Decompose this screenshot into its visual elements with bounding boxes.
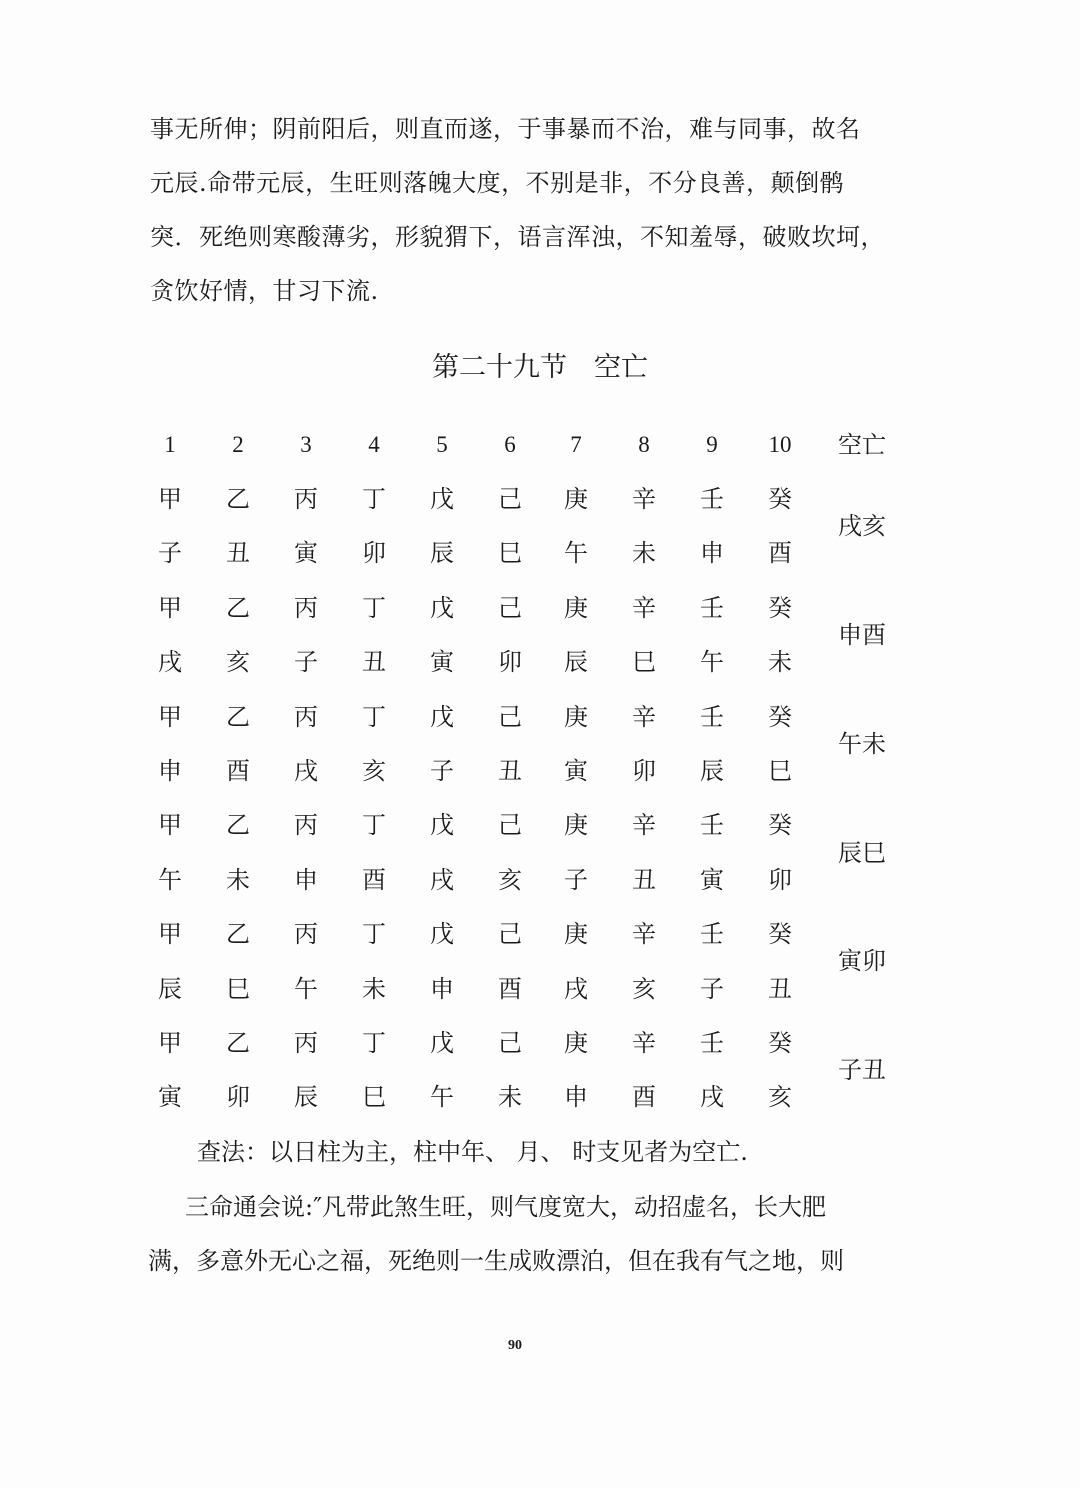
stem-cell: 庚 (564, 1029, 588, 1057)
stem-cell: 丙 (294, 1029, 318, 1057)
branch-cell: 申 (700, 539, 724, 567)
branch-cell: 午 (158, 866, 182, 894)
branch-cell: 巳 (226, 975, 250, 1003)
branch-cell: 子 (430, 757, 454, 785)
stem-cell: 甲 (158, 485, 182, 513)
kongwang-value: 戌亥 (838, 512, 886, 540)
branch-cell: 子 (158, 539, 182, 567)
stem-cell: 丙 (294, 594, 318, 622)
stem-cell: 丙 (294, 811, 318, 839)
stem-cell: 庚 (564, 811, 588, 839)
branch-cell: 未 (226, 866, 250, 894)
branch-cell: 辰 (564, 648, 588, 676)
branch-cell: 酉 (498, 975, 522, 1003)
stem-cell: 丙 (294, 485, 318, 513)
stem-cell: 己 (498, 811, 522, 839)
branch-cell: 亥 (226, 648, 250, 676)
stem-cell: 辛 (632, 1029, 656, 1057)
stem-cell: 甲 (158, 920, 182, 948)
branch-cell: 寅 (158, 1083, 182, 1111)
branch-cell: 未 (498, 1083, 522, 1111)
stem-cell: 癸 (768, 485, 792, 513)
paragraph-line: 元辰.命带元辰，生旺则落魄大度，不别是非，不分良善，颠倒鹘 (150, 169, 845, 197)
branch-cell: 亥 (768, 1083, 792, 1111)
branch-cell: 申 (564, 1083, 588, 1111)
stem-cell: 丙 (294, 920, 318, 948)
stem-cell: 甲 (158, 594, 182, 622)
branch-cell: 辰 (294, 1083, 318, 1111)
stem-cell: 丁 (362, 920, 386, 948)
branch-cell: 子 (564, 866, 588, 894)
stem-cell: 辛 (632, 703, 656, 731)
table-header-cell: 3 (300, 432, 312, 457)
branch-cell: 辰 (430, 539, 454, 567)
stem-cell: 丁 (362, 485, 386, 513)
stem-cell: 庚 (564, 703, 588, 731)
paragraph-line: 贪饮好情，甘习下流. (150, 277, 379, 305)
stem-cell: 己 (498, 485, 522, 513)
stem-cell: 丁 (362, 594, 386, 622)
stem-cell: 乙 (226, 703, 250, 731)
branch-cell: 卯 (768, 866, 792, 894)
branch-cell: 巳 (498, 539, 522, 567)
branch-cell: 申 (430, 975, 454, 1003)
branch-cell: 未 (768, 648, 792, 676)
branch-cell: 亥 (632, 975, 656, 1003)
stem-cell: 癸 (768, 920, 792, 948)
stem-cell: 辛 (632, 811, 656, 839)
kongwang-value: 午未 (838, 730, 886, 758)
stem-cell: 丁 (362, 703, 386, 731)
stem-cell: 癸 (768, 811, 792, 839)
branch-cell: 丑 (226, 539, 250, 567)
stem-cell: 甲 (158, 703, 182, 731)
table-header-cell: 4 (368, 432, 380, 457)
branch-cell: 卯 (362, 539, 386, 567)
section-title: 第二十九节 空亡 (432, 352, 648, 383)
branch-cell: 辰 (700, 757, 724, 785)
branch-cell: 寅 (564, 757, 588, 785)
branch-cell: 午 (294, 975, 318, 1003)
quote-line: 三命通会说:″凡带此煞生旺，则气度宽大，动招虚名，长大肥 (185, 1193, 827, 1221)
branch-cell: 丑 (632, 866, 656, 894)
branch-cell: 酉 (632, 1083, 656, 1111)
branch-cell: 寅 (700, 866, 724, 894)
quote-line: 满，多意外无心之福，死绝则一生成败漂泊，但在我有气之地，则 (148, 1247, 844, 1275)
stem-cell: 壬 (700, 594, 724, 622)
stem-cell: 戊 (430, 811, 454, 839)
stem-cell: 庚 (564, 920, 588, 948)
branch-cell: 午 (430, 1083, 454, 1111)
stem-cell: 庚 (564, 485, 588, 513)
branch-cell: 戌 (158, 648, 182, 676)
branch-cell: 丑 (498, 757, 522, 785)
table-header-cell: 8 (638, 432, 650, 457)
branch-cell: 未 (362, 975, 386, 1003)
branch-cell: 寅 (430, 648, 454, 676)
branch-cell: 酉 (226, 757, 250, 785)
branch-cell: 酉 (362, 866, 386, 894)
table-header-cell: 5 (436, 432, 448, 457)
stem-cell: 壬 (700, 920, 724, 948)
stem-cell: 乙 (226, 1029, 250, 1057)
kongwang-value: 辰巳 (838, 839, 886, 867)
stem-cell: 己 (498, 920, 522, 948)
stem-cell: 己 (498, 1029, 522, 1057)
stem-cell: 乙 (226, 920, 250, 948)
stem-cell: 癸 (768, 594, 792, 622)
branch-cell: 辰 (158, 975, 182, 1003)
stem-cell: 壬 (700, 811, 724, 839)
branch-cell: 丑 (768, 975, 792, 1003)
branch-cell: 酉 (768, 539, 792, 567)
kongwang-value: 子丑 (838, 1056, 886, 1084)
table-header-cell: 2 (232, 432, 244, 457)
stem-cell: 辛 (632, 485, 656, 513)
page-number: 90 (508, 1338, 522, 1353)
stem-cell: 己 (498, 594, 522, 622)
stem-cell: 乙 (226, 485, 250, 513)
branch-cell: 丑 (362, 648, 386, 676)
stem-cell: 辛 (632, 920, 656, 948)
branch-cell: 未 (632, 539, 656, 567)
stem-cell: 癸 (768, 1029, 792, 1057)
paragraph-line: 突．死绝则寒酸薄劣，形貌猬下，语言浑浊，不知羞辱，破败坎坷， (150, 223, 885, 251)
stem-cell: 戊 (430, 1029, 454, 1057)
branch-cell: 巳 (768, 757, 792, 785)
kongwang-header: 空亡 (838, 431, 886, 459)
stem-cell: 戊 (430, 485, 454, 513)
stem-cell: 甲 (158, 1029, 182, 1057)
kongwang-value: 申酉 (838, 621, 886, 649)
stem-cell: 壬 (700, 703, 724, 731)
branch-cell: 巳 (632, 648, 656, 676)
branch-cell: 亥 (362, 757, 386, 785)
stem-cell: 壬 (700, 485, 724, 513)
kongwang-value: 寅卯 (838, 947, 886, 975)
stem-cell: 丁 (362, 1029, 386, 1057)
table-header-cell: 1 (164, 432, 176, 457)
stem-cell: 庚 (564, 594, 588, 622)
branch-cell: 戌 (700, 1083, 724, 1111)
branch-cell: 子 (294, 648, 318, 676)
branch-cell: 寅 (294, 539, 318, 567)
branch-cell: 午 (564, 539, 588, 567)
branch-cell: 巳 (362, 1083, 386, 1111)
branch-cell: 午 (700, 648, 724, 676)
stem-cell: 乙 (226, 811, 250, 839)
stem-cell: 乙 (226, 594, 250, 622)
paragraph-line: 事无所伸；阴前阳后，则直而遂，于事暴而不治，难与同事，故名 (150, 115, 861, 143)
stem-cell: 己 (498, 703, 522, 731)
stem-cell: 戊 (430, 703, 454, 731)
branch-cell: 戌 (430, 866, 454, 894)
table-header-cell: 9 (706, 432, 718, 457)
stem-cell: 辛 (632, 594, 656, 622)
branch-cell: 申 (294, 866, 318, 894)
stem-cell: 丙 (294, 703, 318, 731)
branch-cell: 申 (158, 757, 182, 785)
branch-cell: 子 (700, 975, 724, 1003)
table-header-cell: 6 (504, 432, 516, 457)
branch-cell: 卯 (632, 757, 656, 785)
branch-cell: 戌 (564, 975, 588, 1003)
stem-cell: 戊 (430, 594, 454, 622)
branch-cell: 亥 (498, 866, 522, 894)
method-line: 查法：以日柱为主，柱中年、 月、 时支见者为空亡. (197, 1138, 748, 1166)
stem-cell: 壬 (700, 1029, 724, 1057)
stem-cell: 癸 (768, 703, 792, 731)
branch-cell: 戌 (294, 757, 318, 785)
table-header-cell: 10 (768, 432, 792, 457)
branch-cell: 卯 (226, 1083, 250, 1111)
table-header-cell: 7 (570, 432, 582, 457)
stem-cell: 戊 (430, 920, 454, 948)
branch-cell: 卯 (498, 648, 522, 676)
stem-cell: 丁 (362, 811, 386, 839)
stem-cell: 甲 (158, 811, 182, 839)
